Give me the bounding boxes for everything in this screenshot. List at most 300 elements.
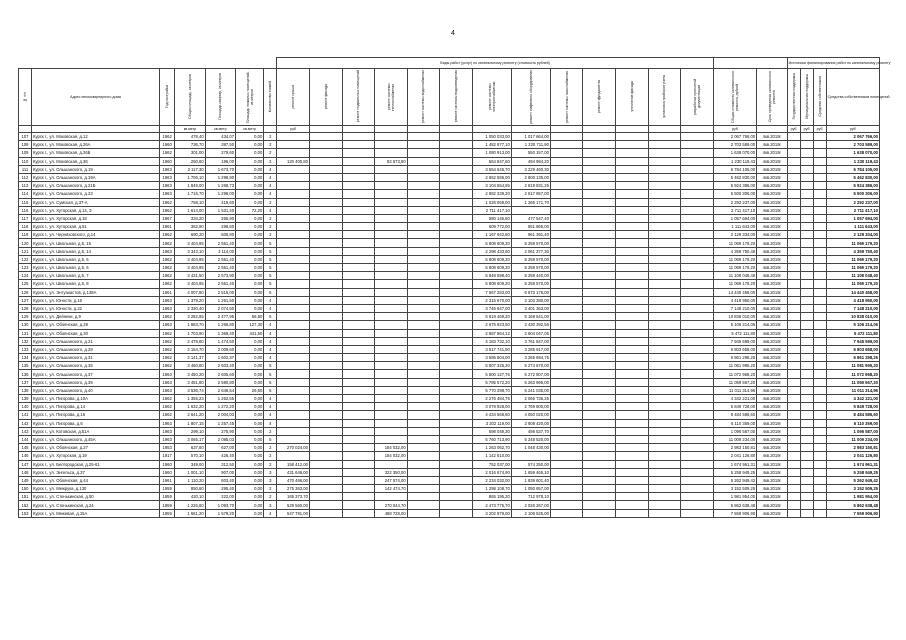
cell-addr: Курск г., ул. Энтузиастов, д.138А: [32, 288, 160, 296]
cell-empty: [550, 370, 583, 378]
cell-empty: [309, 485, 342, 493]
cell-empty: [800, 370, 813, 378]
cell-addr: Курск г., ул. Обоянская, д.28: [32, 321, 160, 329]
cell-lift: 2 066 736,25: [511, 395, 550, 403]
cell-empty: [800, 386, 813, 394]
cell-empty: [800, 198, 813, 206]
cell-elec: 5 619 469,20: [472, 313, 511, 321]
cell-year: 1953: [160, 444, 175, 452]
cell-empty: [342, 165, 375, 173]
cell-roof: 275 363,00: [277, 485, 310, 493]
cell-elec: 3 746 847,00: [472, 304, 511, 312]
cell-empty: [616, 255, 649, 263]
cell-period: 4кв.2019г: [757, 509, 787, 517]
cell-area: 362,90: [175, 223, 205, 231]
cell-empty: [681, 321, 714, 329]
cell-empty: [309, 296, 342, 304]
cell-period: 4кв.2019г: [757, 362, 787, 370]
cell-year: 1961: [160, 288, 175, 296]
cell-empty: [681, 313, 714, 321]
unit-sqm: кв.метр: [175, 126, 205, 133]
cell-empty: [813, 485, 826, 493]
cell-roof: [277, 362, 310, 370]
cell-n: 127: [19, 296, 32, 304]
cell-elec: 2 473 775,70: [472, 501, 511, 509]
cell-fund: 1 096 587,00: [826, 427, 879, 435]
cell-heat: [375, 378, 408, 386]
cell-addr: Курск г., ул. Хуторская, д.19: [32, 452, 160, 460]
cell-empty: [342, 452, 375, 460]
cell-roof: [277, 370, 310, 378]
cell-empty: [616, 337, 649, 345]
cell-roof: 165 373,70: [277, 493, 310, 501]
col-design: разработка проектной документации: [692, 78, 701, 115]
cell-floors: 5: [264, 378, 277, 386]
cell-empty: [648, 337, 681, 345]
cell-period: 4кв.2019г: [757, 444, 787, 452]
cell-roof: [277, 411, 310, 419]
cell-floors: 5: [264, 280, 277, 288]
cell-empty: [813, 304, 826, 312]
cell-empty: [309, 264, 342, 272]
cell-empty: [787, 239, 800, 247]
cell-empty: [342, 403, 375, 411]
cell-empty: [813, 329, 826, 337]
cell-living: 1 261,50: [205, 296, 235, 304]
cell-empty: [550, 214, 583, 222]
cell-roof: [277, 264, 310, 272]
cell-empty: [800, 214, 813, 222]
cell-year: 1962: [160, 411, 175, 419]
cell-empty: [583, 485, 616, 493]
col-gas: ремонт системы газоснабжения: [564, 70, 569, 123]
cell-total: 5 849 728,00: [713, 403, 756, 411]
cell-empty: [681, 460, 714, 468]
cell-empty: [800, 190, 813, 198]
cell-living: 1 369,40: [205, 329, 235, 337]
cell-nonliv: 0,00: [236, 247, 264, 255]
cell-nonliv: 0,00: [236, 280, 264, 288]
cell-total: 1 230 119,43: [713, 157, 756, 165]
cell-empty: [616, 411, 649, 419]
cell-empty: [681, 509, 714, 517]
cell-lift: 5 241 035,00: [511, 386, 550, 394]
cell-nonliv: 0,00: [236, 190, 264, 198]
cell-empty: [648, 223, 681, 231]
cell-empty: [616, 386, 649, 394]
cell-elec: 5 808 609,20: [472, 255, 511, 263]
cell-total: 1 096 587,00: [713, 427, 756, 435]
cell-elec: 2 298 433,60: [472, 247, 511, 255]
cell-elec: 5 808 609,20: [472, 239, 511, 247]
cell-empty: [583, 370, 616, 378]
cell-total: 1 981 954,00: [713, 493, 756, 501]
cell-area: 3 450,20: [175, 370, 205, 378]
cell-empty: [648, 272, 681, 280]
cell-lift: 3 265 694,75: [511, 354, 550, 362]
cell-lift: 5 272 807,00: [511, 370, 550, 378]
cell-period: 4кв.2019г: [757, 206, 787, 214]
cell-empty: [787, 223, 800, 231]
cell-fund: 4 359 750,40: [826, 247, 879, 255]
unit-sqm: кв.метр: [205, 126, 235, 133]
cell-period: 4кв.2019г: [757, 214, 787, 222]
cell-empty: [309, 313, 342, 321]
cell-empty: [550, 239, 583, 247]
cell-empty: [800, 354, 813, 362]
cell-empty: [787, 280, 800, 288]
cell-fund: 4 418 950,00: [826, 296, 879, 304]
cell-elec: 865 195,20: [472, 493, 511, 501]
cell-fund: 2 067 766,00: [826, 133, 879, 141]
cell-empty: [309, 501, 342, 509]
cell-empty: [787, 427, 800, 435]
cell-total: 5 106 214,06: [713, 321, 756, 329]
cell-empty: [616, 313, 649, 321]
cell-empty: [787, 378, 800, 386]
cell-floors: 4: [264, 337, 277, 345]
cell-roof: [277, 173, 310, 181]
cell-empty: [342, 493, 375, 501]
cell-empty: [342, 206, 375, 214]
cell-empty: [583, 133, 616, 141]
cell-empty: [648, 198, 681, 206]
cell-living: 1 474,50: [205, 337, 235, 345]
cell-empty: [681, 157, 714, 165]
unit-rub: руб: [713, 126, 756, 133]
cell-living: 2 573,90: [205, 272, 235, 280]
cell-empty: [616, 133, 649, 141]
cell-empty: [583, 272, 616, 280]
table-row: [19, 411, 880, 419]
cell-year: 1917: [160, 452, 175, 460]
cell-empty: [813, 223, 826, 231]
cell-empty: [342, 411, 375, 419]
cell-empty: [583, 149, 616, 157]
cell-empty: [309, 133, 342, 141]
cell-empty: [648, 403, 681, 411]
cell-empty: [583, 255, 616, 263]
cell-n: 121: [19, 247, 32, 255]
cell-empty: [550, 337, 583, 345]
cell-area: 3 431,50: [175, 272, 205, 280]
cell-area: 1 683,70: [175, 321, 205, 329]
col-total: Общая стоимость капитального ремонта, рублей: [730, 70, 739, 123]
cell-empty: [309, 337, 342, 345]
cell-empty: [440, 247, 473, 255]
cell-empty: [342, 386, 375, 394]
cell-empty: [583, 206, 616, 214]
cell-empty: [648, 239, 681, 247]
cell-empty: [342, 501, 375, 509]
cell-floors: 5: [264, 435, 277, 443]
cell-empty: [583, 280, 616, 288]
cell-addr: Курск г., ул. Ольшанского, д.31: [32, 354, 160, 362]
cell-living: 265,90: [205, 214, 235, 222]
col-living: Площадь квартир, кв.метров: [218, 73, 223, 120]
cell-empty: [648, 231, 681, 239]
cell-empty: [787, 133, 800, 141]
cell-empty: [550, 182, 583, 190]
cell-empty: [800, 313, 813, 321]
cell-empty: [813, 231, 826, 239]
cell-area: 850,60: [175, 485, 205, 493]
cell-empty: [681, 288, 714, 296]
cell-n: 115: [19, 198, 32, 206]
cell-living: 1 531,40: [205, 206, 235, 214]
cell-empty: [550, 476, 583, 484]
cell-empty: [800, 165, 813, 173]
cell-empty: [309, 427, 342, 435]
cell-empty: [813, 173, 826, 181]
cell-fund: 11 059 567,20: [826, 378, 879, 386]
cell-period: 4кв.2019г: [757, 395, 787, 403]
cell-living: 2 561,40: [205, 239, 235, 247]
cell-year: 1962: [160, 133, 175, 141]
cell-elec: 5 808 609,20: [472, 280, 511, 288]
cell-heat: [375, 304, 408, 312]
cell-empty: [616, 190, 649, 198]
cell-fund: 11 069 179,20: [826, 239, 879, 247]
table-row: [19, 223, 880, 231]
cell-empty: [342, 296, 375, 304]
cell-floors: 2: [264, 444, 277, 452]
cell-empty: [800, 272, 813, 280]
cell-roof: [277, 337, 310, 345]
cell-empty: [616, 149, 649, 157]
cell-empty: [309, 165, 342, 173]
table-row: [19, 345, 880, 353]
cell-empty: [550, 247, 583, 255]
cell-empty: [787, 190, 800, 198]
cell-area: 349,00: [175, 460, 205, 468]
cell-n: 145: [19, 444, 32, 452]
cell-elec: 4 434 566,60: [472, 411, 511, 419]
cell-empty: [813, 255, 826, 263]
cell-empty: [583, 509, 616, 517]
cell-empty: [616, 198, 649, 206]
works-group-header: Виды работ (услуг) по капитальному ремонту (стоимость рублей): [277, 58, 713, 69]
cell-empty: [616, 272, 649, 280]
cell-empty: [550, 427, 583, 435]
cell-empty: [648, 247, 681, 255]
cell-elec: 7 567 283,00: [472, 288, 511, 296]
cell-floors: 2: [264, 223, 277, 231]
cell-period: 4кв.2019г: [757, 239, 787, 247]
cell-n: 152: [19, 501, 32, 509]
cell-year: 1960: [160, 157, 175, 165]
cell-empty: [309, 386, 342, 394]
col-fund: Средства собственников помещений: [826, 69, 879, 126]
cell-empty: [583, 239, 616, 247]
cell-period: 4кв.2019г: [757, 460, 787, 468]
cell-empty: [550, 345, 583, 353]
cell-period: 4кв.2019г: [757, 435, 787, 443]
cell-empty: [787, 247, 800, 255]
cell-empty: [342, 378, 375, 386]
cell-heat: 184 032,00: [375, 452, 408, 460]
cell-empty: [440, 231, 473, 239]
cell-area: 2 330,40: [175, 304, 205, 312]
cell-addr: Курск г., ул. Хуторская, д.51: [32, 223, 160, 231]
cell-lift: 1 839 601,40: [511, 476, 550, 484]
cell-empty: [440, 460, 473, 468]
cell-empty: [583, 460, 616, 468]
cell-heat: [375, 337, 408, 345]
table-row: [19, 280, 880, 288]
cell-empty: [800, 321, 813, 329]
cell-nonliv: 0,00: [236, 460, 264, 468]
cell-n: 131: [19, 329, 32, 337]
cell-year: 1959: [160, 493, 175, 501]
cell-living: 1 298,90: [205, 173, 235, 181]
cell-lift: 2 061 377,30: [511, 247, 550, 255]
cell-fund: 2 703 589,00: [826, 141, 879, 149]
cell-lift: 2 908 420,00: [511, 419, 550, 427]
cell-empty: [800, 419, 813, 427]
cell-roof: [277, 427, 310, 435]
cell-lift: [511, 452, 550, 460]
cell-total: 2 711 417,10: [713, 206, 756, 214]
cell-roof: [277, 165, 310, 173]
cell-empty: [681, 395, 714, 403]
cell-empty: [616, 206, 649, 214]
cell-roof: 270 024,00: [277, 444, 310, 452]
cell-lift: 2 430 392,56: [511, 321, 550, 329]
cell-empty: [440, 435, 473, 443]
cell-empty: [583, 157, 616, 165]
cell-year: 1962: [160, 239, 175, 247]
cell-n: 146: [19, 452, 32, 460]
cell-year: 1967: [160, 214, 175, 222]
cell-empty: [787, 476, 800, 484]
cell-empty: [616, 264, 649, 272]
cell-empty: [583, 329, 616, 337]
cell-empty: [787, 345, 800, 353]
cell-addr: Курск г., ул. Черняховского, д.14: [32, 231, 160, 239]
cell-empty: [583, 337, 616, 345]
cell-fund: 6 110 359,00: [826, 419, 879, 427]
cell-empty: [309, 411, 342, 419]
cell-elec: 1 050 033,00: [472, 133, 511, 141]
cell-empty: [583, 476, 616, 484]
cell-fund: 5 262 949,42: [826, 476, 879, 484]
cell-n: 108: [19, 141, 32, 149]
cell-empty: [616, 493, 649, 501]
cell-elec: 564 847,60: [472, 157, 511, 165]
cell-empty: [616, 395, 649, 403]
cell-year: 1963: [160, 247, 175, 255]
cell-empty: [309, 460, 342, 468]
cell-empty: [407, 223, 440, 231]
cell-area: 2 154,70: [175, 345, 205, 353]
cell-empty: [309, 378, 342, 386]
cell-empty: [787, 395, 800, 403]
cell-empty: [800, 223, 813, 231]
cell-empty: [813, 501, 826, 509]
cell-area: 1 632,20: [175, 403, 205, 411]
cell-area: 3 065,17: [175, 435, 205, 443]
cell-empty: [309, 452, 342, 460]
unit-rub: руб: [826, 126, 879, 133]
cell-empty: [342, 280, 375, 288]
cell-empty: [583, 403, 616, 411]
cell-fund: 1 638 070,00: [826, 149, 879, 157]
cell-empty: [800, 411, 813, 419]
cell-empty: [681, 386, 714, 394]
cell-living: 196,00: [205, 157, 235, 165]
cell-total: 10 838 010,00: [713, 313, 756, 321]
cell-living: 1 266,80: [205, 321, 235, 329]
cell-empty: [800, 362, 813, 370]
cell-total: 7 559 906,90: [713, 509, 756, 517]
cell-empty: [800, 345, 813, 353]
cell-empty: [787, 173, 800, 181]
cell-empty: [681, 468, 714, 476]
cell-living: 2 561,40: [205, 255, 235, 263]
cell-empty: [583, 198, 616, 206]
cell-nonliv: 0,00: [236, 452, 264, 460]
cell-floors: 2: [264, 198, 277, 206]
cell-empty: [407, 149, 440, 157]
cell-empty: [550, 288, 583, 296]
cell-nonliv: 0,00: [236, 272, 264, 280]
cell-empty: [550, 386, 583, 394]
table-row: [19, 231, 880, 239]
cell-heat: [375, 141, 408, 149]
table-row: [19, 198, 880, 206]
cell-empty: [787, 149, 800, 157]
cell-floors: 5: [264, 386, 277, 394]
cell-empty: [407, 460, 440, 468]
cell-period: 4кв.2019г: [757, 354, 787, 362]
cell-area: 690,20: [175, 231, 205, 239]
cell-empty: [583, 345, 616, 353]
cell-year: 1960: [160, 141, 175, 149]
cell-empty: [813, 288, 826, 296]
cell-empty: [407, 337, 440, 345]
cell-empty: [681, 272, 714, 280]
cell-addr: Курск г., ул. Ольшанского, д.19А: [32, 173, 160, 181]
cell-empty: [648, 411, 681, 419]
cell-empty: [550, 141, 583, 149]
cell-nonliv: 0,00: [236, 264, 264, 272]
cell-empty: [813, 280, 826, 288]
cell-empty: [309, 182, 342, 190]
cell-year: 1962: [160, 354, 175, 362]
cell-empty: [440, 370, 473, 378]
cell-elec: 3 079 928,00: [472, 403, 511, 411]
cell-empty: [550, 231, 583, 239]
cell-heat: [375, 411, 408, 419]
cell-empty: [407, 419, 440, 427]
cell-period: 4кв.2019г: [757, 280, 787, 288]
cell-n: 150: [19, 485, 32, 493]
cell-empty: [681, 190, 714, 198]
cell-empty: [681, 476, 714, 484]
cell-fund: 5 924 386,00: [826, 182, 879, 190]
cell-empty: [407, 165, 440, 173]
cell-empty: [787, 296, 800, 304]
cell-empty: [583, 190, 616, 198]
cell-empty: [648, 157, 681, 165]
cell-empty: [800, 149, 813, 157]
cell-empty: [787, 509, 800, 517]
cell-empty: [681, 198, 714, 206]
cell-heat: [375, 435, 408, 443]
cell-empty: [407, 468, 440, 476]
cell-period: 4кв.2019г: [757, 345, 787, 353]
